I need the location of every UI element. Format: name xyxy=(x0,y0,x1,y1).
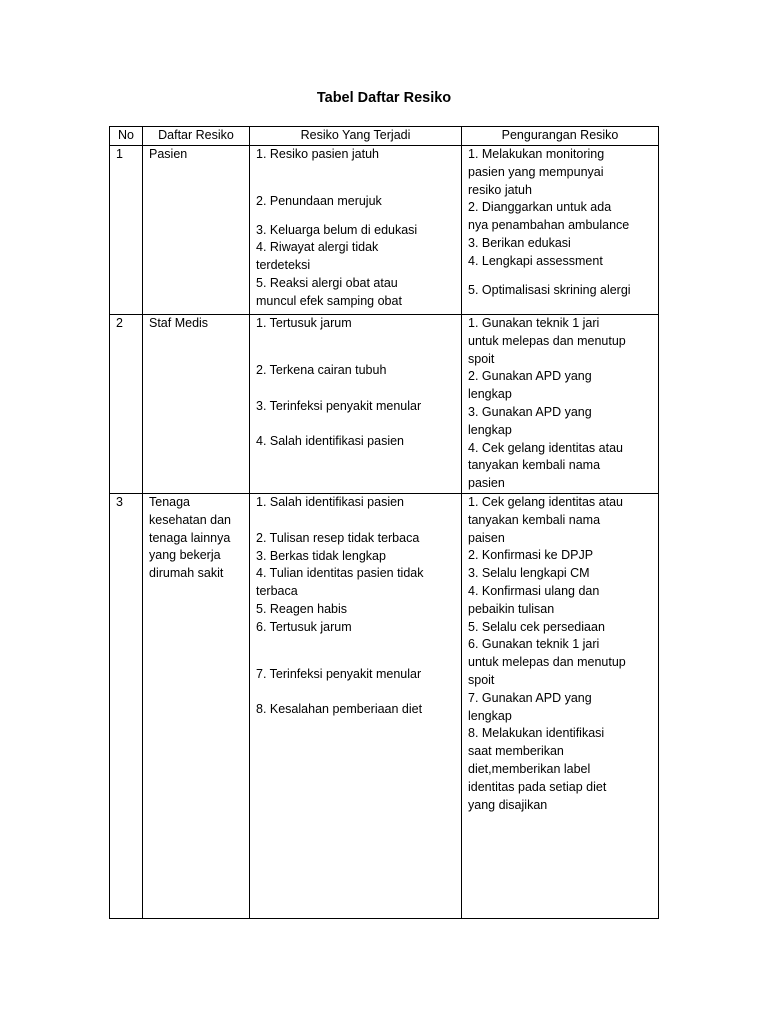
risk-category: Pasien xyxy=(149,147,188,161)
cell-daftar-resiko xyxy=(143,315,250,494)
mitigation-line: 2. Dianggarkan untuk ada xyxy=(468,200,612,215)
mitigation-line: 5. Optimalisasi skrining alergi xyxy=(468,282,631,297)
mitigation-line: 3. Selalu lengkapi CM xyxy=(468,566,590,581)
risk-line: 6. Tertusuk jarum xyxy=(256,619,352,634)
mitigation-line: 1. Cek gelang identitas atau xyxy=(468,494,623,509)
cell-pengurangan xyxy=(462,493,659,918)
mitigation-line: nya penambahan ambulance xyxy=(468,218,630,233)
mitigation-line: 5. Selalu cek persediaan xyxy=(468,619,605,634)
mitigation-line: diet,memberikan label xyxy=(468,761,591,776)
risk-category-line: kesehatan dan xyxy=(149,512,232,527)
mitigation-line: identitas pada setiap diet xyxy=(468,779,607,794)
mitigation-line: pasien yang mempunyai xyxy=(468,164,604,179)
risk-line: 1. Resiko pasien jatuh xyxy=(256,147,379,161)
risk-category-line: dirumah sakit xyxy=(149,566,224,581)
risk-line: 1. Tertusuk jarum xyxy=(256,316,352,330)
mitigation-line: spoit xyxy=(468,351,495,366)
cell-resiko xyxy=(250,146,462,315)
risk-line: 3. Keluarga belum di edukasi xyxy=(256,222,418,237)
mitigation-line: 3. Berikan edukasi xyxy=(468,235,571,250)
mitigation-line: tanyakan kembali nama xyxy=(468,458,601,473)
mitigation-line: 4. Konfirmasi ulang dan xyxy=(468,583,600,598)
risk-line: 1. Salah identifikasi pasien xyxy=(256,494,405,509)
risk-line: 2. Terkena cairan tubuh xyxy=(256,362,387,377)
table-row xyxy=(110,315,659,494)
mitigation-line: untuk melepas dan menutup xyxy=(468,655,626,670)
row-number: 3 xyxy=(116,494,123,509)
mitigation-line: lengkap xyxy=(468,708,512,723)
mitigation-line: lengkap xyxy=(468,387,512,402)
cell-no xyxy=(110,315,143,494)
risk-category: Staf Medis xyxy=(149,316,209,330)
mitigation-line: pebaikin tulisan xyxy=(468,601,555,616)
row-number: 1 xyxy=(116,147,123,161)
document-title: Tabel Daftar Resiko xyxy=(316,90,452,106)
risk-line: 5. Reagen habis xyxy=(256,601,348,616)
risk-line: terbaca xyxy=(256,584,298,599)
cell-resiko xyxy=(250,493,462,918)
cell-resiko xyxy=(250,315,462,494)
table-row xyxy=(110,493,659,918)
cell-pengurangan xyxy=(462,315,659,494)
risk-line: 4. Tulian identitas pasien tidak xyxy=(256,566,424,581)
risk-line: 3. Berkas tidak lengkap xyxy=(256,548,386,563)
risk-line: 4. Salah identifikasi pasien xyxy=(256,434,405,449)
row-number: 2 xyxy=(116,316,123,330)
risk-line: 2. Penundaan merujuk xyxy=(256,193,382,208)
mitigation-line: 1. Gunakan teknik 1 jari xyxy=(468,316,600,330)
header-pengurangan-resiko: Pengurangan Resiko xyxy=(462,127,659,146)
mitigation-line: 3. Gunakan APD yang xyxy=(468,404,592,419)
risk-category-line: tenaga lainnya xyxy=(149,530,231,545)
mitigation-line: 7. Gunakan APD yang xyxy=(468,690,592,705)
header-daftar-resiko: Daftar Resiko xyxy=(143,127,250,146)
header-no: No xyxy=(110,127,143,146)
risk-category-line: Tenaga xyxy=(149,494,191,509)
mitigation-line: 6. Gunakan teknik 1 jari xyxy=(468,637,600,652)
risk-line: 2. Tulisan resep tidak terbaca xyxy=(256,530,420,545)
cell-daftar-resiko xyxy=(143,146,250,315)
table-header-row xyxy=(110,127,659,146)
risk-table xyxy=(109,126,659,919)
table-row xyxy=(110,146,659,315)
mitigation-line: 8. Melakukan identifikasi xyxy=(468,726,605,741)
mitigation-line: 1. Melakukan monitoring xyxy=(468,147,605,161)
mitigation-line: saat memberikan xyxy=(468,744,564,759)
cell-daftar-resiko xyxy=(143,493,250,918)
mitigation-line: pasien xyxy=(468,476,505,491)
mitigation-line: yang disajikan xyxy=(468,797,548,812)
risk-line: 3. Terinfeksi penyakit menular xyxy=(256,398,422,413)
mitigation-line: 2. Gunakan APD yang xyxy=(468,369,592,384)
cell-no xyxy=(110,146,143,315)
risk-line: 7. Terinfeksi penyakit menular xyxy=(256,666,422,681)
risk-line: 5. Reaksi alergi obat atau xyxy=(256,275,398,290)
mitigation-line: paisen xyxy=(468,530,505,545)
mitigation-line: 4. Lengkapi assessment xyxy=(468,253,603,268)
mitigation-line: 2. Konfirmasi ke DPJP xyxy=(468,548,594,563)
cell-no xyxy=(110,493,143,918)
risk-line: muncul efek samping obat xyxy=(256,293,402,308)
mitigation-line: lengkap xyxy=(468,422,512,437)
risk-line: 4. Riwayat alergi tidak xyxy=(256,240,379,255)
risk-line: terdeteksi xyxy=(256,258,311,273)
mitigation-line: resiko jatuh xyxy=(468,182,532,197)
cell-pengurangan xyxy=(462,146,659,315)
mitigation-line: 4. Cek gelang identitas atau xyxy=(468,440,623,455)
header-resiko-yang-terjadi: Resiko Yang Terjadi xyxy=(250,127,462,146)
risk-line: 8. Kesalahan pemberiaan diet xyxy=(256,702,423,717)
mitigation-line: untuk melepas dan menutup xyxy=(468,333,626,348)
mitigation-line: spoit xyxy=(468,672,495,687)
mitigation-line: tanyakan kembali nama xyxy=(468,512,601,527)
risk-category-line: yang bekerja xyxy=(149,548,221,563)
